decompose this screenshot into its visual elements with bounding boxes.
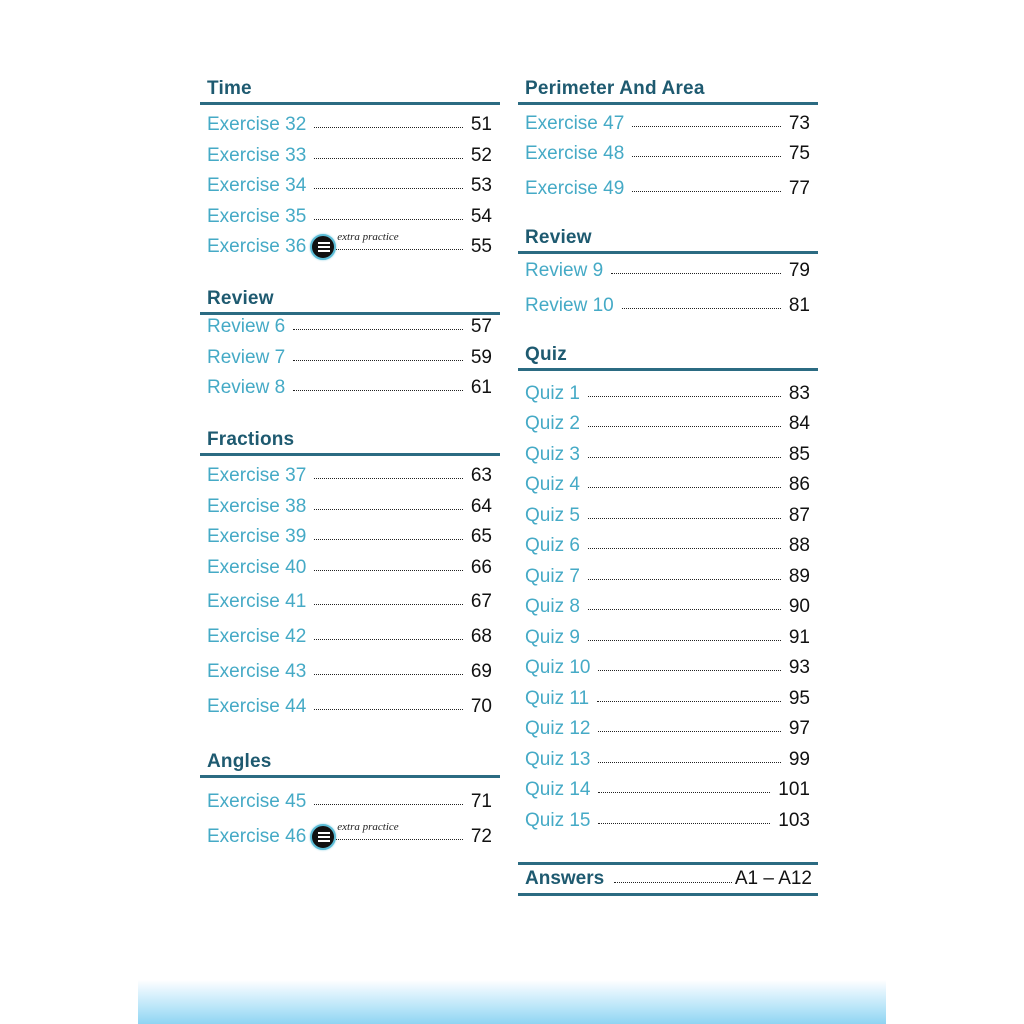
leader-dots — [314, 804, 463, 805]
page-number: 75 — [788, 143, 810, 164]
toc-entry[interactable] — [200, 659, 500, 685]
entry-label: Exercise 42 — [207, 626, 307, 647]
leader-dots — [314, 604, 463, 605]
leader-dots — [611, 273, 781, 274]
leader-dots — [622, 308, 781, 309]
toc-entry[interactable] — [200, 143, 500, 169]
leader-dots — [336, 249, 463, 250]
entry-label: Exercise 41 — [207, 591, 307, 612]
page-number: 59 — [470, 347, 492, 368]
entry-label: Exercise 36 — [207, 236, 307, 257]
entry-label: Exercise 45 — [207, 791, 307, 812]
leader-dots — [598, 792, 770, 793]
toc-entry[interactable] — [518, 381, 818, 407]
toc-entry[interactable] — [518, 625, 818, 651]
entry-label: Exercise 48 — [525, 143, 625, 164]
page-number: 85 — [788, 444, 810, 465]
page-number: 64 — [470, 496, 492, 517]
section-heading — [200, 751, 500, 778]
section-title: Quiz — [525, 344, 567, 365]
section-title: Time — [207, 78, 252, 99]
page-number: 52 — [470, 145, 492, 166]
extra-practice-badge-icon — [310, 824, 336, 850]
leader-dots — [314, 509, 463, 510]
leader-dots — [314, 219, 463, 220]
toc-entry[interactable] — [200, 345, 500, 371]
answers-page-range: A1 – A12 — [734, 868, 812, 889]
entry-label: Review 10 — [525, 295, 614, 316]
entry-label: Quiz 11 — [525, 688, 590, 709]
extra-practice-badge-icon — [310, 234, 336, 260]
page-number: 54 — [470, 206, 492, 227]
toc-entry[interactable] — [200, 204, 500, 230]
toc-entry[interactable] — [200, 314, 500, 340]
leader-dots — [598, 823, 770, 824]
entry-label: Quiz 10 — [525, 657, 591, 678]
leader-dots — [598, 731, 780, 732]
leader-dots — [588, 609, 781, 610]
page-number: 97 — [788, 718, 810, 739]
toc-entry[interactable] — [518, 655, 818, 681]
section-title: Review — [525, 227, 592, 248]
page-number: 57 — [470, 316, 492, 337]
leader-dots — [314, 709, 463, 710]
page-number: 51 — [470, 114, 492, 135]
section-title: Fractions — [207, 429, 295, 450]
page-number: 81 — [788, 295, 810, 316]
leader-dots — [293, 390, 463, 391]
extra-practice-badge — [310, 821, 399, 850]
entry-label: Exercise 38 — [207, 496, 307, 517]
page-number: 84 — [788, 413, 810, 434]
entry-label: Quiz 14 — [525, 779, 591, 800]
leader-dots — [314, 158, 463, 159]
page-number: 88 — [788, 535, 810, 556]
toc-entry[interactable] — [200, 821, 500, 850]
leader-dots — [588, 579, 781, 580]
toc-entry[interactable] — [200, 789, 500, 815]
entry-label: Review 7 — [207, 347, 286, 368]
entry-label: Exercise 43 — [207, 661, 307, 682]
leader-dots — [314, 539, 463, 540]
toc-entry[interactable] — [518, 411, 818, 437]
toc-entry[interactable] — [518, 442, 818, 468]
leader-dots — [597, 701, 781, 702]
leader-dots — [314, 188, 463, 189]
page-number: 93 — [788, 657, 810, 678]
leader-dots — [314, 674, 463, 675]
section-heading — [200, 78, 500, 105]
leader-dots — [588, 548, 781, 549]
leader-dots — [598, 762, 780, 763]
entry-label: Exercise 44 — [207, 696, 307, 717]
badge-text: extra practice — [337, 231, 399, 243]
entry-label: Quiz 15 — [525, 810, 591, 831]
page-number: 63 — [470, 465, 492, 486]
toc-entry[interactable] — [518, 111, 818, 137]
entry-label: Quiz 9 — [525, 627, 580, 648]
entry-label: Quiz 7 — [525, 566, 580, 587]
entry-label: Quiz 3 — [525, 444, 580, 465]
section-heading — [200, 429, 500, 456]
page-number: 71 — [470, 791, 492, 812]
page-number: 79 — [788, 260, 810, 281]
toc-entry[interactable] — [518, 594, 818, 620]
page-number: 103 — [778, 810, 810, 831]
section-heading — [200, 288, 500, 315]
entry-label: Exercise 35 — [207, 206, 307, 227]
leader-dots — [588, 396, 781, 397]
page-number: 66 — [470, 557, 492, 578]
badge-text: extra practice — [337, 821, 399, 833]
section-heading — [518, 344, 818, 371]
toc-entry[interactable] — [518, 716, 818, 742]
entry-label: Quiz 4 — [525, 474, 580, 495]
entry-label: Exercise 49 — [525, 178, 625, 199]
leader-dots — [588, 518, 781, 519]
page-number: 99 — [788, 749, 810, 770]
leader-dots — [614, 882, 732, 883]
page-number: 65 — [470, 526, 492, 547]
toc-entry[interactable] — [518, 141, 818, 167]
entry-label: Exercise 40 — [207, 557, 307, 578]
toc-entry[interactable] — [200, 555, 500, 581]
answers-title: Answers — [525, 868, 605, 889]
page-number: 55 — [470, 236, 492, 257]
entry-label: Exercise 37 — [207, 465, 307, 486]
leader-dots — [336, 839, 463, 840]
toc-entry[interactable] — [518, 777, 818, 803]
leader-dots — [588, 640, 781, 641]
leader-dots — [293, 329, 463, 330]
entry-label: Quiz 12 — [525, 718, 591, 739]
page-number: 69 — [470, 661, 492, 682]
leader-dots — [598, 670, 780, 671]
entry-label: Exercise 47 — [525, 113, 625, 134]
page-number: 95 — [788, 688, 810, 709]
page-number: 77 — [788, 178, 810, 199]
page-number: 73 — [788, 113, 810, 134]
entry-label: Review 6 — [207, 316, 286, 337]
leader-dots — [632, 126, 781, 127]
page-number: 53 — [470, 175, 492, 196]
toc-entry[interactable] — [200, 375, 500, 401]
section-title: Perimeter And Area — [525, 78, 705, 99]
toc-entry[interactable] — [200, 463, 500, 489]
footer-gradient-band — [138, 980, 886, 1024]
leader-dots — [588, 457, 781, 458]
toc-entry[interactable] — [518, 258, 818, 284]
answers-entry[interactable] — [518, 862, 818, 896]
leader-dots — [314, 478, 463, 479]
page-number: 68 — [470, 626, 492, 647]
leader-dots — [588, 487, 781, 488]
leader-dots — [632, 156, 781, 157]
page-number: 70 — [470, 696, 492, 717]
entry-label: Exercise 34 — [207, 175, 307, 196]
toc-entry[interactable] — [518, 472, 818, 498]
entry-label: Quiz 6 — [525, 535, 580, 556]
entry-label: Exercise 32 — [207, 114, 307, 135]
page-number: 89 — [788, 566, 810, 587]
entry-label: Quiz 1 — [525, 383, 580, 404]
toc-entry[interactable] — [200, 589, 500, 615]
page-number: 87 — [788, 505, 810, 526]
section-heading — [518, 227, 818, 254]
entry-label: Exercise 39 — [207, 526, 307, 547]
toc-entry[interactable] — [200, 624, 500, 650]
toc-entry[interactable] — [518, 747, 818, 773]
page-number: 91 — [788, 627, 810, 648]
toc-entry[interactable] — [518, 686, 818, 712]
entry-label: Quiz 5 — [525, 505, 580, 526]
leader-dots — [293, 360, 463, 361]
toc-entry[interactable] — [518, 503, 818, 529]
toc-entry[interactable] — [518, 533, 818, 559]
toc-entry[interactable] — [518, 564, 818, 590]
page-number: 101 — [778, 779, 810, 800]
entry-label: Quiz 8 — [525, 596, 580, 617]
leader-dots — [314, 570, 463, 571]
leader-dots — [314, 127, 463, 128]
toc-entry[interactable] — [200, 112, 500, 138]
entry-label: Exercise 46 — [207, 826, 307, 847]
section-title: Angles — [207, 751, 272, 772]
section-heading — [518, 78, 818, 105]
toc-entry[interactable] — [200, 694, 500, 720]
entry-label: Quiz 13 — [525, 749, 591, 770]
extra-practice-badge — [310, 231, 399, 260]
toc-entry[interactable] — [518, 176, 818, 202]
entry-label: Quiz 2 — [525, 413, 580, 434]
toc-entry[interactable] — [200, 494, 500, 520]
page-number: 86 — [788, 474, 810, 495]
leader-dots — [588, 426, 781, 427]
entry-label: Review 9 — [525, 260, 604, 281]
leader-dots — [314, 639, 463, 640]
toc-entry[interactable] — [518, 808, 818, 834]
page-number: 72 — [470, 826, 492, 847]
entry-label: Exercise 33 — [207, 145, 307, 166]
section-title: Review — [207, 288, 274, 309]
toc-entry[interactable] — [200, 524, 500, 550]
toc-entry[interactable] — [200, 231, 500, 260]
page-number: 67 — [470, 591, 492, 612]
leader-dots — [632, 191, 781, 192]
entry-label: Review 8 — [207, 377, 286, 398]
toc-entry[interactable] — [518, 293, 818, 319]
page-number: 90 — [788, 596, 810, 617]
page-number: 83 — [788, 383, 810, 404]
page-number: 61 — [470, 377, 492, 398]
toc-entry[interactable] — [200, 173, 500, 199]
